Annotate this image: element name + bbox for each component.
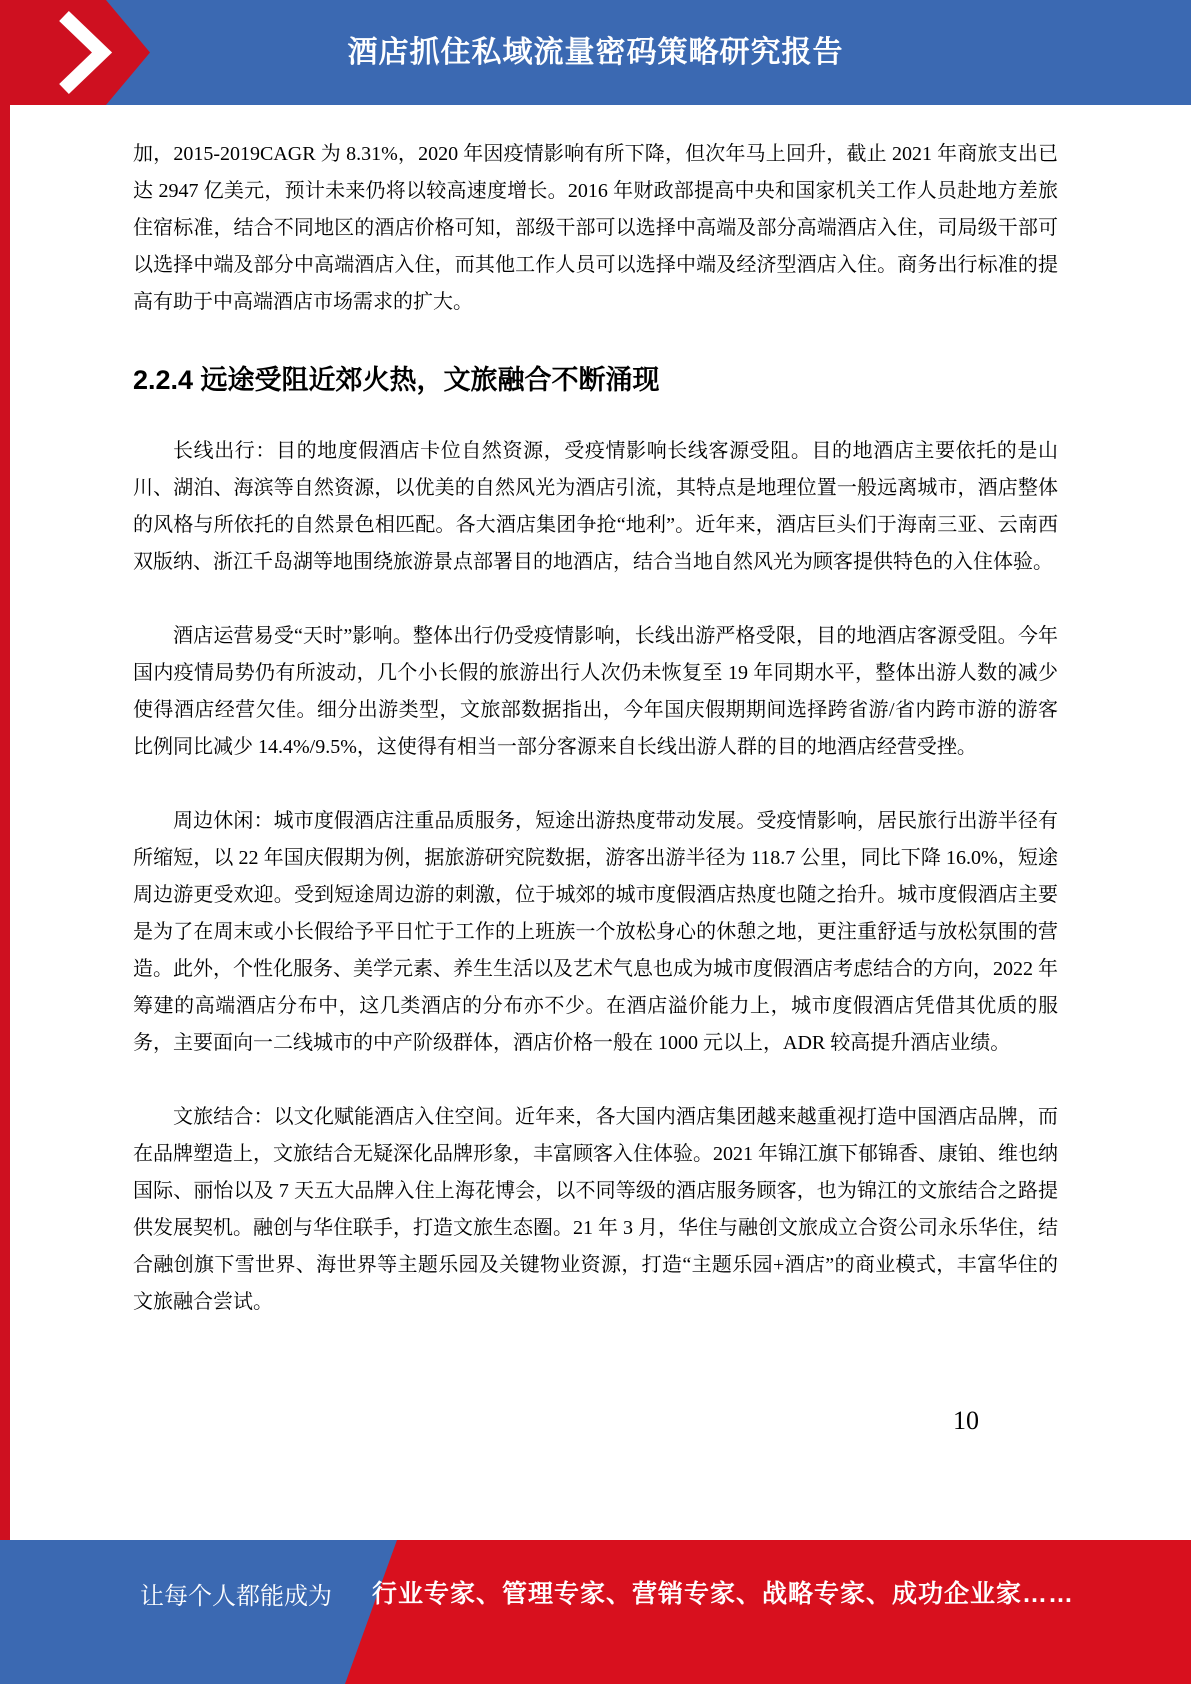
page-number: 10 <box>953 1406 979 1435</box>
section-heading: 2.2.4 远途受阻近郊火热，文旅融合不断涌现 <box>133 365 660 395</box>
body-paragraph-continuation: 加，2015-2019CAGR 为 8.31%，2020 年因疫情影响有所下降，但次年马上回升，截止 2021 年商旅支出已达 2947 亿美元，预计未来仍将以较高速度增长。2016 年财政部提高中央和国家机关工作人员赴地方差旅住宿标准，结合不同地区的酒店价格可知，部级干部可以选择中高端及部分高端酒店入住，司局级干部可以选择中端及部分中高端酒店入住，而其他工作人员可以选择中端及经济型酒店入住。商务出行标准的提高有助于中高端酒店市场需求的扩大。 <box>133 143 1058 313</box>
body-paragraph: 酒店运营易受“天时”影响。整体出行仍受疫情影响，长线出游严格受限，目的地酒店客源受阻。今年国内疫情局势仍有所波动，几个小长假的旅游出行人次仍未恢复至 19 年同期水平，整体出游人数的减少使得酒店经营欠佳。细分出游类型，文旅部数据指出，今年国庆假期期间选择跨省游/省内跨市游的游客比例同比减少 14.4%/9.5%，这使得有相当一部分客源来自长线出游人群的目的地酒店经营受挫。 <box>133 625 1058 758</box>
footer-expert-list: 行业专家、管理专家、营销专家、战略专家、成功企业家…… <box>372 1580 1075 1608</box>
body-paragraph: 文旅结合：以文化赋能酒店入住空间。近年来，各大国内酒店集团越来越重视打造中国酒店品牌，而在品牌塑造上，文旅结合无疑深化品牌形象，丰富顾客入住体验。2021 年锦江旗下郁锦香、康铂、维也纳国际、丽怡以及 7 天五大品牌入住上海花博会，以不同等级的酒店服务顾客，也为锦江的文旅结合之路提供发展契机。融创与华住联手，打造文旅生态圈。21 年 3 月，华住与融创文旅成立合资公司永乐华住，结合融创旗下雪世界、海世界等主题乐园及关键物业资源，打造“主题乐园+酒店”的商业模式，丰富华住的文旅融合尝试。 <box>133 1106 1058 1313</box>
footer-slogan: 让每个人都能成为 <box>140 1583 332 1610</box>
report-title: 酒店抓住私域流量密码策略研究报告 <box>347 36 844 69</box>
body-paragraph: 周边休闲：城市度假酒店注重品质服务，短途出游热度带动发展。受疫情影响，居民旅行出游半径有所缩短，以 22 年国庆假期为例，据旅游研究院数据，游客出游半径为 118.7 公里，同比下降 16.0%，短途周边游更受欢迎。受到短途周边游的刺激，位于城郊的城市度假酒店热度也随之抬升。城市度假酒店主要是为了在周末或小长假给予平日忙于工作的上班族一个放松身心的休憩之地，更注重舒适与放松氛围的营造。此外，个性化服务、美学元素、养生生活以及艺术气息也成为城市度假酒店考虑结合的方向，2022 年筹建的高端酒店分布中，这几类酒店的分布亦不少。在酒店溢价能力上，城市度假酒店凭借其优质的服务，主要面向一二线城市的中产阶级群体，酒店价格一般在 1000 元以上，ADR 较高提升酒店业绩。 <box>133 810 1058 1054</box>
body-paragraph: 长线出行：目的地度假酒店卡位自然资源，受疫情影响长线客源受阻。目的地酒店主要依托的是山川、湖泊、海滨等自然资源，以优美的自然风光为酒店引流，其特点是地理位置一般远离城市，酒店整体的风格与所依托的自然景色相匹配。各大酒店集团争抢“地利”。近年来，酒店巨头们于海南三亚、云南西双版纳、浙江千岛湖等地围绕旅游景点部署目的地酒店，结合当地自然风光为顾客提供特色的入住体验。 <box>133 440 1058 573</box>
footer-banner <box>0 1540 1191 1684</box>
document-body <box>133 136 1058 1358</box>
header-banner <box>0 0 1191 105</box>
footer-red-banner <box>345 1540 1191 1684</box>
left-accent-strip <box>0 0 10 1684</box>
